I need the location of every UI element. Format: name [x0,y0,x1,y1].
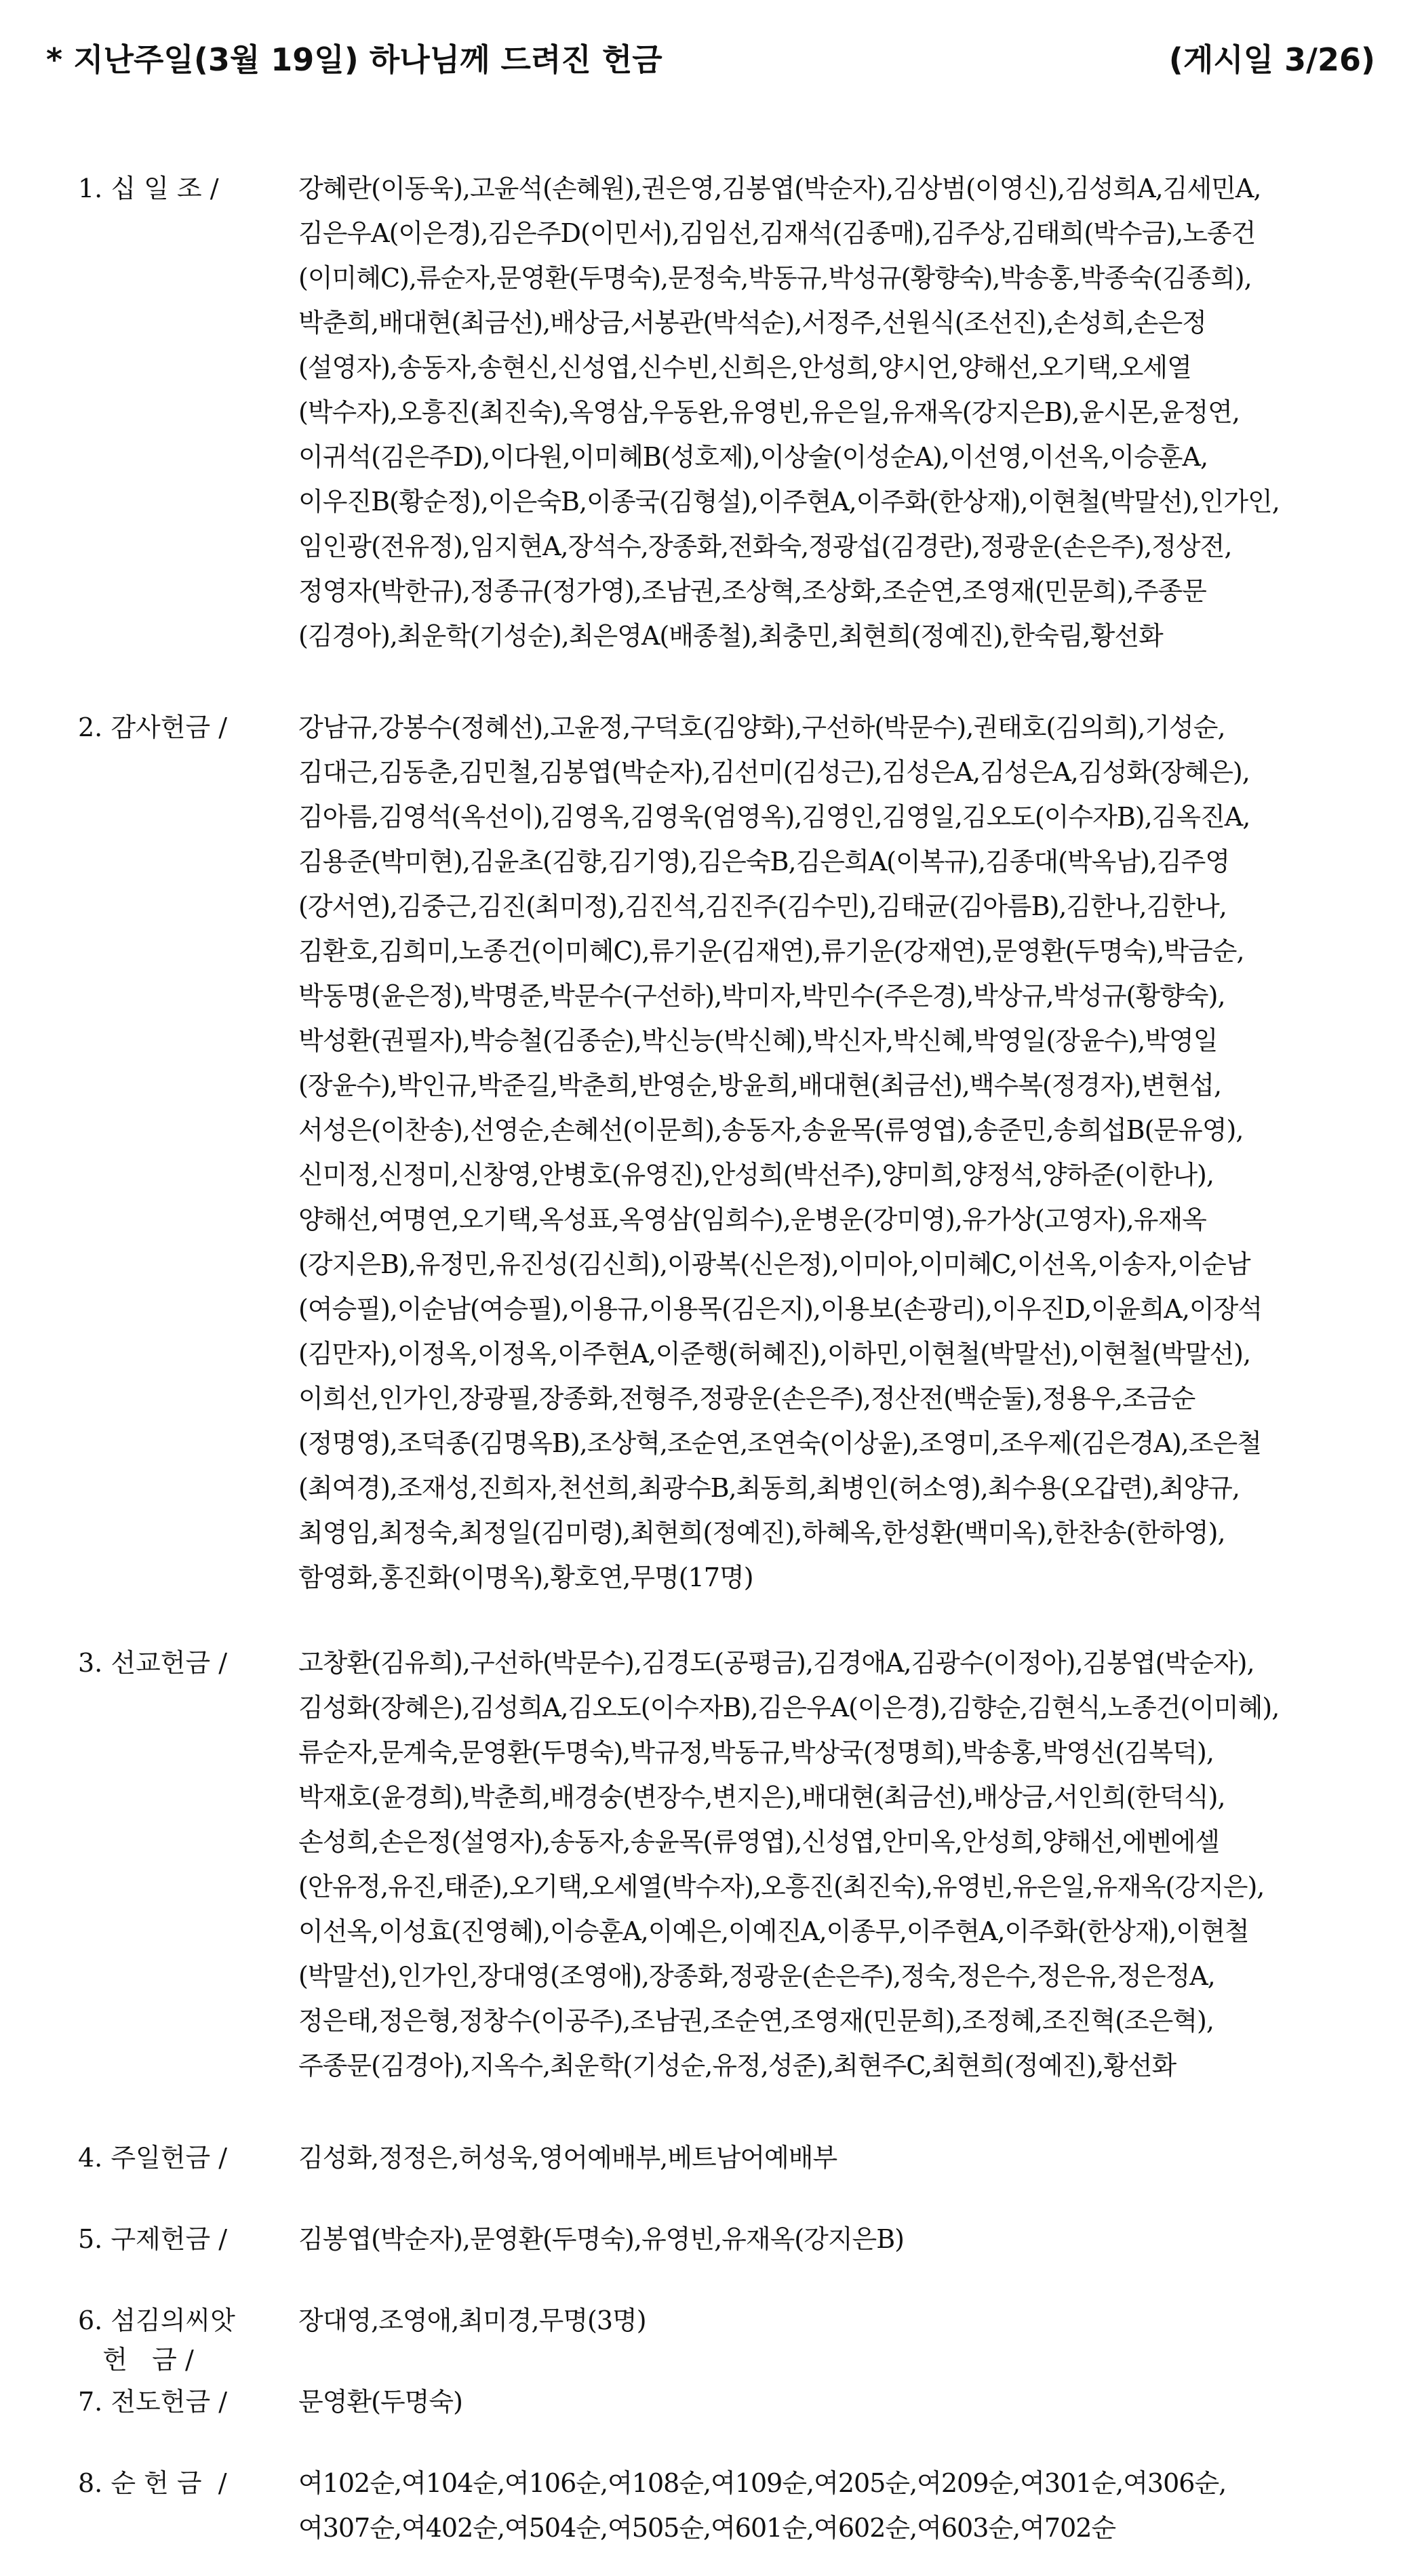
names-line: 이선옥,이성효(진영혜),이승훈A,이예은,이예진A,이종무,이주현A,이주화(한상재),이현철 [298,1916,1249,1946]
names-line: 이우진B(황순정),이은숙B,이종국(김형설),이주현A,이주화(한상재),이현철(박말선),인가인, [298,487,1280,517]
names-line: 김용준(박미현),김윤초(김향,김기영),김은숙B,김은희A(이복규),김종대(박옥남),김주영 [298,847,1230,877]
names-line: 여307순,여402순,여504순,여505순,여601순,여602순,여603순,여702순 [298,2513,1116,2543]
names-line: 함영화,홍진화(이명옥),황호연,무명(17명) [298,1563,753,1592]
names-line: 김봉엽(박순자),문영환(두명숙),유영빈,유재옥(강지은B) [298,2224,904,2254]
section-names [298,2217,1380,2261]
names-line: (김경아),최운학(기성순),최은영A(배종철),최충민,최현희(정예진),한숙림,황선화 [298,621,1163,651]
names-line: 강혜란(이동욱),고윤석(손혜원),권은영,김봉엽(박순자),김상범(이영신),김성희A,김세민A, [298,174,1261,203]
names-line: 여102순,여104순,여106순,여108순,여109순,여205순,여209순,여301순,여306순, [298,2468,1227,2498]
names-line: (강지은B),유정민,유진성(김신희),이광복(신은정),이미아,이미혜C,이선옥,이송자,이순남 [298,1249,1250,1279]
section-label [78,2461,295,2505]
names-line: (박수자),오흥진(최진숙),옥영삼,우동완,유영빈,유은일,유재옥(강지은B),윤시몬,윤정연, [298,397,1240,427]
names-line: 김은우A(이은경),김은주D(이민서),김임선,김재석(김종매),김주상,김태희(박수금),노종건 [298,218,1256,248]
names-line: 박춘희,배대현(최금선),배상금,서봉관(박석순),서정주,선원식(조선진),손성희,손은정 [298,308,1206,338]
section-label-line: 1. 십 일 조 / [78,174,219,203]
names-line: 임인광(전유정),임지현A,장석수,장종화,전화숙,정광섭(김경란),정광운(손은주),정상전, [298,531,1232,561]
section-label [78,2217,295,2261]
section-label [78,2298,295,2377]
names-line: 장대영,조영애,최미경,무명(3명) [298,2306,646,2335]
names-line: 류순자,문계숙,문영환(두명숙),박규정,박동규,박상국(정명희),박송홍,박영선(김복덕), [298,1737,1214,1767]
names-line: 김성화,정정은,허성욱,영어예배부,베트남어예배부 [298,2143,837,2173]
section-label-line: 2. 감사헌금 / [78,712,228,742]
section-label [78,2379,295,2424]
names-line: 김성화(장혜은),김성희A,김오도(이수자B),김은우A(이은경),김향순,김현식,노종건(이미혜), [298,1693,1280,1723]
section-names [298,2461,1380,2550]
section-names [298,166,1380,658]
names-line: 박동명(윤은정),박명준,박문수(구선하),박미자,박민수(주은경),박상규,박성규(황향숙), [298,981,1225,1011]
names-line: (정명영),조덕종(김명옥B),조상혁,조순연,조연숙(이상윤),조영미,조우제(김은경A),조은철 [298,1428,1261,1458]
section-label [78,2135,295,2180]
section-names [298,705,1380,1600]
section-label [78,705,295,750]
names-line: 손성희,손은정(설영자),송동자,송윤목(류영엽),신성엽,안미옥,안성희,양해선,에벤에셀 [298,1827,1220,1857]
names-line: (이미혜C),류순자,문영환(두명숙),문정숙,박동규,박성규(황향숙),박송홍,박종숙(김종희), [298,263,1252,293]
names-line: 최영임,최정숙,최정일(김미령),최현희(정예진),하혜옥,한성환(백미옥),한찬송(한하영), [298,1518,1225,1548]
names-line: 박성환(권필자),박승철(김종순),박신능(박신혜),박신자,박신혜,박영일(장윤수),박영일 [298,1026,1218,1055]
names-line: 서성은(이찬송),선영순,손혜선(이문희),송동자,송윤목(류영엽),송준민,송희섭B(문유영), [298,1115,1244,1145]
section-label-line: 3. 선교헌금 / [78,1648,228,1678]
section-label-line: 헌 금 / [78,2345,194,2375]
names-line: (김만자),이정옥,이정옥,이주현A,이준행(허혜진),이하민,이현철(박말선),이현철(박말선), [298,1339,1251,1369]
section-label-line: 8. 순 헌 금 / [78,2468,227,2498]
names-line: 정은태,정은형,정창수(이공주),조남권,조순연,조영재(민문희),조정혜,조진혁(조은혁), [298,2006,1214,2036]
names-line: (안유정,유진,태준),오기택,오세열(박수자),오흥진(최진숙),유영빈,유은일,유재옥(강지은), [298,1872,1265,1901]
names-line: 문영환(두명숙) [298,2387,462,2417]
section-label [78,1641,295,1685]
names-line: 신미정,신정미,신창영,안병호(유영진),안성희(박선주),양미희,양정석,양하준(이한나), [298,1160,1214,1190]
names-line: 이희선,인가인,장광필,장종화,전형주,정광운(손은주),정산전(백순둘),정용우,조금순 [298,1384,1195,1413]
section-label-line: 5. 구제헌금 / [78,2224,228,2254]
page-title: * 지난주일(3월 19일) 하나님께 드려진 헌금 [46,41,662,78]
section-names [298,1641,1380,2088]
names-line: 김환호,김희미,노종건(이미혜C),류기운(김재연),류기운(강재연),문영환(두명숙),박금순, [298,936,1244,966]
section-label-line: 6. 섬김의씨앗 [78,2306,235,2335]
names-line: 박재호(윤경희),박춘희,배경숭(변장수,변지은),배대현(최금선),배상금,서인희(한덕식), [298,1782,1225,1812]
names-line: (최여경),조재성,진희자,천선희,최광수B,최동희,최병인(허소영),최수용(오갑련),최양규, [298,1473,1240,1503]
names-line: 양해선,여명연,오기택,옥성표,옥영삼(임희수),운병운(강미영),유가상(고영자),유재옥 [298,1205,1206,1234]
names-line: 주종문(김경아),지옥수,최운학(기성순,유정,성준),최현주C,최현희(정예진),황선화 [298,2051,1176,2080]
names-line: 고창환(김유희),구선하(박문수),김경도(공평금),김경애A,김광수(이정아),김봉엽(박순자), [298,1648,1254,1678]
page-header [46,33,1375,87]
names-line: (설영자),송동자,송현신,신성엽,신수빈,신희은,안성희,양시언,양해선,오기택,오세열 [298,353,1191,382]
names-line: (장윤수),박인규,박준길,박춘희,반영순,방윤희,배대현(최금선),백수복(정경자),변현섭, [298,1070,1222,1100]
section-names [298,2379,1380,2424]
names-line: (여승필),이순남(여승필),이용규,이용목(김은지),이용보(손광리),이우진D,이윤희A,이장석 [298,1294,1263,1324]
names-line: 강남규,강봉수(정혜선),고윤정,구덕호(김양화),구선하(박문수),권태호(김의희),기성순, [298,712,1225,742]
section-label-line: 4. 주일헌금 / [78,2143,228,2173]
section-names [298,2298,1380,2343]
names-line: (박말선),인가인,장대영(조영애),장종화,정광운(손은주),정숙,정은수,정은유,정은정A, [298,1961,1215,1991]
names-line: 김대근,김동춘,김민철,김봉엽(박순자),김선미(김성근),김성은A,김성은A,김성화(장혜은), [298,757,1250,787]
section-label-line: 7. 전도헌금 / [78,2387,228,2417]
names-line: 김아름,김영석(옥선이),김영옥,김영욱(엄영옥),김영인,김영일,김오도(이수자B),김옥진A, [298,802,1250,832]
posted-date: (게시일 3/26) [1168,41,1375,78]
names-line: 이귀석(김은주D),이다원,이미혜B(성호제),이상술(이성순A),이선영,이선옥,이승훈A, [298,442,1208,472]
names-line: 정영자(박한규),정종규(정가영),조남권,조상혁,조상화,조순연,조영재(민문희),주종문 [298,576,1206,606]
section-label [78,166,295,211]
names-line: (강서연),김중근,김진(최미정),김진석,김진주(김수민),김태균(김아름B),김한나,김한나, [298,891,1227,921]
section-names [298,2135,1380,2180]
